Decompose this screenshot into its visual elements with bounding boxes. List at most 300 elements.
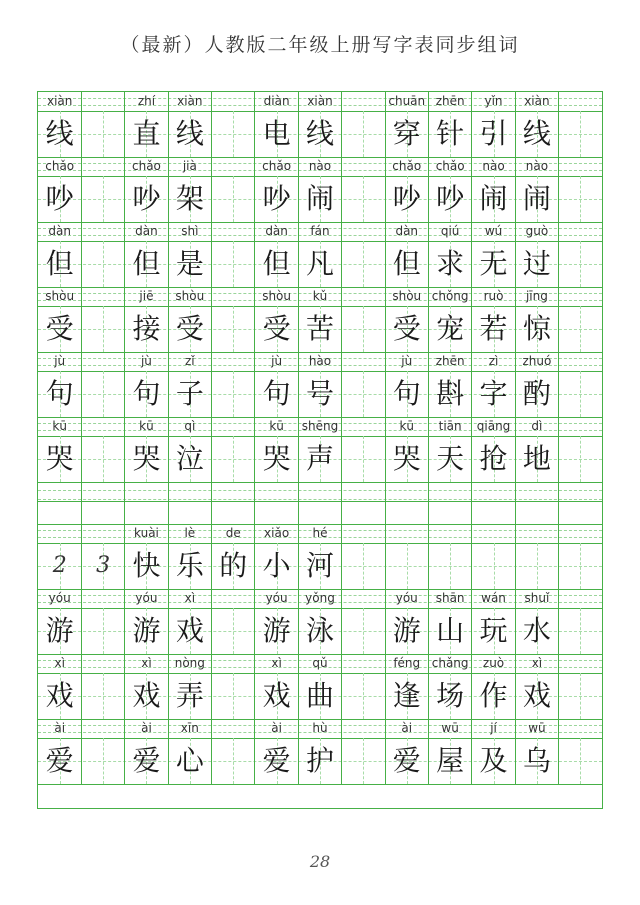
grid-column-line (81, 482, 82, 524)
pinyin-text (212, 352, 255, 371)
pinyin-text: yóu (265, 591, 288, 605)
hanzi-character (559, 241, 602, 287)
hanzi-character: 乐 (175, 549, 204, 582)
grid-column-line (515, 543, 516, 589)
pinyin-text: xì (141, 656, 152, 670)
pinyin-text: chǒng (431, 289, 469, 303)
pinyin-text (212, 222, 255, 241)
hanzi-character: 斟 (436, 377, 465, 410)
hanzi-character: 游 (45, 614, 74, 647)
hanzi-character (81, 673, 124, 719)
pinyin-text: kū (399, 419, 415, 433)
hanzi-character: 句 (45, 377, 74, 410)
pinyin-text: guò (525, 224, 549, 238)
hanzi-character (212, 673, 255, 719)
grid-column-line (81, 524, 82, 543)
pinyin-text: chǎo (392, 159, 422, 173)
pinyin-text: wú (484, 224, 503, 238)
grid-column-line (385, 524, 386, 543)
pinyin-text: hé (312, 526, 328, 540)
hanzi-character: 爱 (392, 744, 421, 777)
hanzi-character (81, 608, 124, 654)
pinyin-text: shì (181, 224, 199, 238)
pinyin-text: jù (271, 354, 283, 368)
hanzi-character: 爱 (262, 744, 291, 777)
tianzige-vertical-guide (363, 543, 364, 589)
pinyin-text: kuài (134, 526, 159, 540)
hanzi-character: 声 (305, 442, 334, 475)
pinyin-text (81, 654, 124, 673)
hanzi-character (212, 176, 255, 222)
pinyin-text: jù (54, 354, 66, 368)
pinyin-row (38, 589, 602, 609)
hanzi-character (212, 738, 255, 784)
pinyin-text: dì (531, 419, 543, 433)
hanzi-character: 吵 (45, 182, 74, 215)
hanzi-character: 场 (436, 679, 465, 712)
character-row (38, 608, 602, 655)
pinyin-text: wū (441, 721, 459, 735)
grid-column-line (471, 543, 472, 589)
hanzi-character: 乌 (522, 744, 551, 777)
pinyin-text: zhēn (435, 94, 465, 108)
pinyin-text (559, 222, 602, 241)
pinyin-text: nào (525, 159, 549, 173)
hanzi-character (559, 371, 602, 417)
hanzi-character (212, 608, 255, 654)
pinyin-text (342, 719, 385, 738)
pinyin-text: shòu (175, 289, 205, 303)
pinyin-text: yóu (135, 591, 158, 605)
pinyin-text: qì (184, 419, 196, 433)
hanzi-character (342, 371, 385, 417)
pinyin-text (212, 157, 255, 176)
pinyin-row (38, 352, 602, 372)
pinyin-text: zǐ (185, 354, 195, 368)
pinyin-text: qǔ (312, 656, 328, 670)
hanzi-character: 但 (45, 247, 74, 280)
hanzi-character: 泣 (175, 442, 204, 475)
hanzi-character: 戏 (175, 614, 204, 647)
pinyin-text: dàn (395, 224, 419, 238)
hanzi-character (559, 673, 602, 719)
pinyin-text (342, 352, 385, 371)
hanzi-character: 受 (392, 312, 421, 345)
hanzi-character: 是 (175, 247, 204, 280)
hanzi-character (81, 241, 124, 287)
pinyin-row (38, 92, 602, 112)
grid-column-line (558, 524, 559, 543)
hanzi-character: 泳 (305, 614, 334, 647)
pinyin-text: nòng (174, 656, 205, 670)
hanzi-character (342, 436, 385, 482)
pinyin-text: nào (308, 159, 332, 173)
hanzi-character (212, 306, 255, 352)
hanzi-character: 电 (262, 117, 291, 150)
grid-column-line (515, 524, 516, 543)
pinyin-text: ài (141, 721, 152, 735)
pinyin-row (38, 719, 602, 739)
hanzi-character: 酌 (522, 377, 551, 410)
hanzi-character: 爱 (45, 744, 74, 777)
pinyin-text: shuǐ (524, 591, 550, 605)
hanzi-character: 但 (392, 247, 421, 280)
pinyin-text (212, 417, 255, 436)
pinyin-text (342, 92, 385, 111)
pinyin-text: nào (482, 159, 505, 173)
pinyin-text: chǎo (132, 159, 161, 173)
tianzige-vertical-guide (494, 543, 495, 589)
hanzi-character: 哭 (132, 442, 161, 475)
hanzi-character: 苦 (305, 312, 334, 345)
pinyin-text: xì (54, 656, 65, 670)
grid-column-line (428, 524, 429, 543)
hanzi-character: 哭 (392, 442, 421, 475)
hanzi-character (559, 111, 602, 157)
hanzi-character (342, 608, 385, 654)
pinyin-row (38, 222, 602, 242)
pinyin-text: shòu (392, 289, 422, 303)
pinyin-text: hào (308, 354, 332, 368)
hanzi-character: 游 (392, 614, 421, 647)
pinyin-text: xiàn (46, 94, 73, 108)
pinyin-text: ài (54, 721, 66, 735)
hanzi-character (559, 738, 602, 784)
hanzi-character: 山 (436, 614, 465, 647)
hanzi-character: 抢 (479, 442, 508, 475)
pinyin-text (212, 589, 255, 608)
pinyin-text: kū (52, 419, 67, 433)
hanzi-character: 句 (392, 377, 421, 410)
writing-grid (37, 91, 603, 809)
hanzi-character: 吵 (436, 182, 465, 215)
hanzi-character: 凡 (305, 247, 334, 280)
hanzi-character: 过 (522, 247, 551, 280)
hanzi-character: 哭 (45, 442, 74, 475)
blank-guide-line (38, 490, 602, 491)
character-row (38, 738, 602, 785)
grid-column-line (168, 482, 169, 524)
hanzi-character: 无 (479, 247, 508, 280)
hanzi-character (212, 371, 255, 417)
grid-column-line (428, 543, 429, 589)
blank-guide-line (38, 499, 602, 500)
pinyin-text: kū (139, 419, 154, 433)
pinyin-row (38, 287, 602, 307)
hanzi-character (342, 738, 385, 784)
pinyin-text: wū (528, 721, 546, 735)
pinyin-text: xiǎo (264, 526, 290, 540)
pinyin-text (342, 589, 385, 608)
pinyin-text: chuān (388, 94, 426, 108)
hanzi-character (212, 241, 255, 287)
hanzi-character: 屋 (436, 744, 465, 777)
pinyin-text (81, 222, 124, 241)
tianzige-vertical-guide (580, 543, 581, 589)
hanzi-character: 心 (175, 744, 204, 777)
pinyin-text: shòu (45, 289, 75, 303)
pinyin-text: ài (401, 721, 413, 735)
pinyin-text (559, 589, 602, 608)
pinyin-text: qiú (440, 224, 460, 238)
hanzi-character: 求 (436, 247, 465, 280)
pinyin-text: lè (184, 526, 196, 540)
hanzi-character (81, 371, 124, 417)
pinyin-text (342, 654, 385, 673)
hanzi-character: 句 (132, 377, 161, 410)
pinyin-text: jià (182, 159, 197, 173)
hanzi-character (342, 306, 385, 352)
hanzi-character: 受 (262, 312, 291, 345)
hanzi-character: 爱 (132, 744, 161, 777)
hanzi-character (81, 436, 124, 482)
pinyin-text: kǔ (312, 289, 328, 303)
pinyin-text: dàn (48, 224, 71, 238)
tianzige-vertical-guide (537, 543, 538, 589)
hanzi-character: 架 (175, 182, 204, 215)
hanzi-character: 玩 (479, 614, 508, 647)
tianzige-vertical-guide (407, 543, 408, 589)
hanzi-character: 宠 (436, 312, 465, 345)
hanzi-character: 作 (479, 679, 508, 712)
hanzi-character: 戏 (522, 679, 551, 712)
blank-practice-row (38, 482, 602, 525)
hanzi-character: 及 (479, 744, 508, 777)
page-title: （最新）人教版二年级上册写字表同步组词 (120, 34, 520, 56)
pinyin-text (81, 287, 124, 306)
grid-column-line (211, 482, 212, 524)
grid-column-line (558, 482, 559, 524)
pinyin-text: chǎo (435, 159, 465, 173)
pinyin-text: kū (269, 419, 284, 433)
grid-column-line (471, 482, 472, 524)
pinyin-row (38, 417, 602, 437)
hanzi-character: 闹 (305, 182, 334, 215)
hanzi-character: 穿 (392, 117, 421, 150)
pinyin-text: yǐn (484, 94, 503, 108)
pinyin-text (212, 287, 255, 306)
pinyin-text (559, 352, 602, 371)
hanzi-character: 小 (262, 549, 291, 582)
pinyin-row (38, 654, 602, 674)
hanzi-character: 受 (45, 312, 74, 345)
hanzi-character: 哭 (262, 442, 291, 475)
pinyin-text: wán (481, 591, 506, 605)
grid-column-line (254, 482, 255, 524)
hanzi-character (81, 738, 124, 784)
pinyin-text: xì (271, 656, 282, 670)
pinyin-text: hù (312, 721, 328, 735)
hanzi-character: 惊 (522, 312, 551, 345)
pinyin-text: jù (140, 354, 152, 368)
hanzi-character: 逢 (392, 679, 421, 712)
pinyin-text: jiē (139, 289, 154, 303)
hanzi-character: 字 (479, 377, 508, 410)
hanzi-character: 线 (522, 117, 551, 150)
pinyin-text: tiān (438, 419, 462, 433)
character-row (38, 176, 602, 223)
pinyin-text (81, 417, 124, 436)
hanzi-character (81, 306, 124, 352)
character-row (38, 673, 602, 720)
hanzi-character: 针 (436, 117, 465, 150)
hanzi-character: 但 (262, 247, 291, 280)
pinyin-text (81, 92, 124, 111)
pinyin-text: jù (401, 354, 413, 368)
pinyin-text (81, 589, 124, 608)
pinyin-text (559, 92, 602, 111)
character-row (38, 306, 602, 353)
pinyin-text (342, 287, 385, 306)
pinyin-text: chǎng (431, 656, 469, 670)
pinyin-text: jí (490, 721, 497, 735)
character-row (38, 436, 602, 483)
hanzi-character (81, 111, 124, 157)
grid-column-line (428, 482, 429, 524)
hanzi-character (342, 176, 385, 222)
grid-column-line (558, 543, 559, 589)
pinyin-row (38, 157, 602, 177)
hanzi-character: 闹 (479, 182, 508, 215)
hanzi-character (342, 673, 385, 719)
hanzi-character (212, 436, 255, 482)
hanzi-character: 闹 (522, 182, 551, 215)
hanzi-character: 天 (436, 442, 465, 475)
hanzi-character: 句 (262, 377, 291, 410)
hanzi-character: 河 (305, 549, 334, 582)
hanzi-character (342, 111, 385, 157)
pinyin-text: féng (393, 656, 421, 670)
pinyin-text (559, 287, 602, 306)
grid-column-line (515, 482, 516, 524)
grid-column-line (124, 482, 125, 524)
hanzi-character (559, 176, 602, 222)
pinyin-text: yóu (48, 591, 71, 605)
hanzi-character: 受 (175, 312, 204, 345)
pinyin-text: zuò (482, 656, 505, 670)
pinyin-text (559, 417, 602, 436)
grid-column-line (471, 524, 472, 543)
pinyin-text: xiàn (524, 94, 550, 108)
hanzi-character: 戏 (132, 679, 161, 712)
pinyin-text: zhuó (522, 354, 552, 368)
pinyin-text: ruò (483, 289, 504, 303)
pinyin-text: qiāng (476, 419, 511, 433)
hanzi-character (559, 306, 602, 352)
pinyin-text (559, 157, 602, 176)
hanzi-character: 吵 (262, 182, 291, 215)
hanzi-character: 快 (132, 549, 161, 582)
hanzi-character: 水 (522, 614, 551, 647)
hanzi-character: 接 (132, 312, 161, 345)
hanzi-character (559, 608, 602, 654)
blank-guide-line (38, 501, 602, 502)
pinyin-text: ài (271, 721, 282, 735)
page-number: 28 (309, 852, 331, 871)
character-row (38, 111, 602, 158)
hanzi-character: 戏 (262, 679, 291, 712)
pinyin-text: xì (531, 656, 543, 670)
grid-column-line (385, 543, 386, 589)
pinyin-text: de (225, 526, 241, 540)
pinyin-text: shān (435, 591, 465, 605)
pinyin-text (559, 654, 602, 673)
lesson-number: 3 (96, 553, 111, 578)
pinyin-text (212, 92, 255, 111)
pinyin-text: diàn (263, 94, 290, 108)
hanzi-character (212, 111, 255, 157)
pinyin-text: xīn (180, 721, 199, 735)
hanzi-character: 弄 (175, 679, 204, 712)
character-row (38, 241, 602, 288)
hanzi-character: 但 (132, 247, 161, 280)
hanzi-character: 戏 (45, 679, 74, 712)
hanzi-character: 若 (479, 312, 508, 345)
hanzi-character: 护 (305, 744, 334, 777)
hanzi-character: 线 (305, 117, 334, 150)
pinyin-text (342, 222, 385, 241)
pinyin-text (81, 719, 124, 738)
hanzi-character: 线 (175, 117, 204, 150)
hanzi-character: 曲 (305, 679, 334, 712)
hanzi-character: 的 (219, 549, 248, 582)
grid-column-line (298, 482, 299, 524)
hanzi-character: 子 (175, 377, 204, 410)
pinyin-text: xiàn (307, 94, 333, 108)
pinyin-text: zhēn (435, 354, 465, 368)
pinyin-text (342, 417, 385, 436)
pinyin-text: shēng (301, 419, 339, 433)
hanzi-character: 吵 (132, 182, 161, 215)
pinyin-text: chǎo (262, 159, 292, 173)
pinyin-text (342, 157, 385, 176)
hanzi-character (559, 436, 602, 482)
pinyin-row (38, 524, 602, 544)
hanzi-character: 直 (132, 117, 161, 150)
pinyin-text (212, 654, 255, 673)
pinyin-text: chǎo (45, 159, 75, 173)
pinyin-text: jīng (525, 289, 548, 303)
tianzige-vertical-guide (450, 543, 451, 589)
hanzi-character (81, 176, 124, 222)
lesson-number: 2 (52, 553, 67, 578)
pinyin-text: zì (488, 354, 499, 368)
hanzi-character: 地 (522, 442, 551, 475)
character-row (38, 543, 602, 590)
pinyin-text (212, 719, 255, 738)
pinyin-text: xiàn (177, 94, 203, 108)
pinyin-text (81, 157, 124, 176)
pinyin-text: yóu (395, 591, 418, 605)
grid-column-line (385, 482, 386, 524)
character-row (38, 371, 602, 418)
grid-column-line (341, 482, 342, 524)
pinyin-text: dàn (135, 224, 158, 238)
pinyin-text: yǒng (305, 591, 335, 605)
hanzi-character: 游 (262, 614, 291, 647)
pinyin-text: dàn (265, 224, 288, 238)
hanzi-character: 吵 (392, 182, 421, 215)
pinyin-text: xì (184, 591, 196, 605)
hanzi-character: 线 (45, 117, 74, 150)
pinyin-text: shòu (262, 289, 292, 303)
pinyin-text: zhí (137, 94, 156, 108)
pinyin-text (559, 719, 602, 738)
pinyin-text: fán (310, 224, 330, 238)
pinyin-text (81, 352, 124, 371)
hanzi-character (342, 241, 385, 287)
hanzi-character: 号 (305, 377, 334, 410)
